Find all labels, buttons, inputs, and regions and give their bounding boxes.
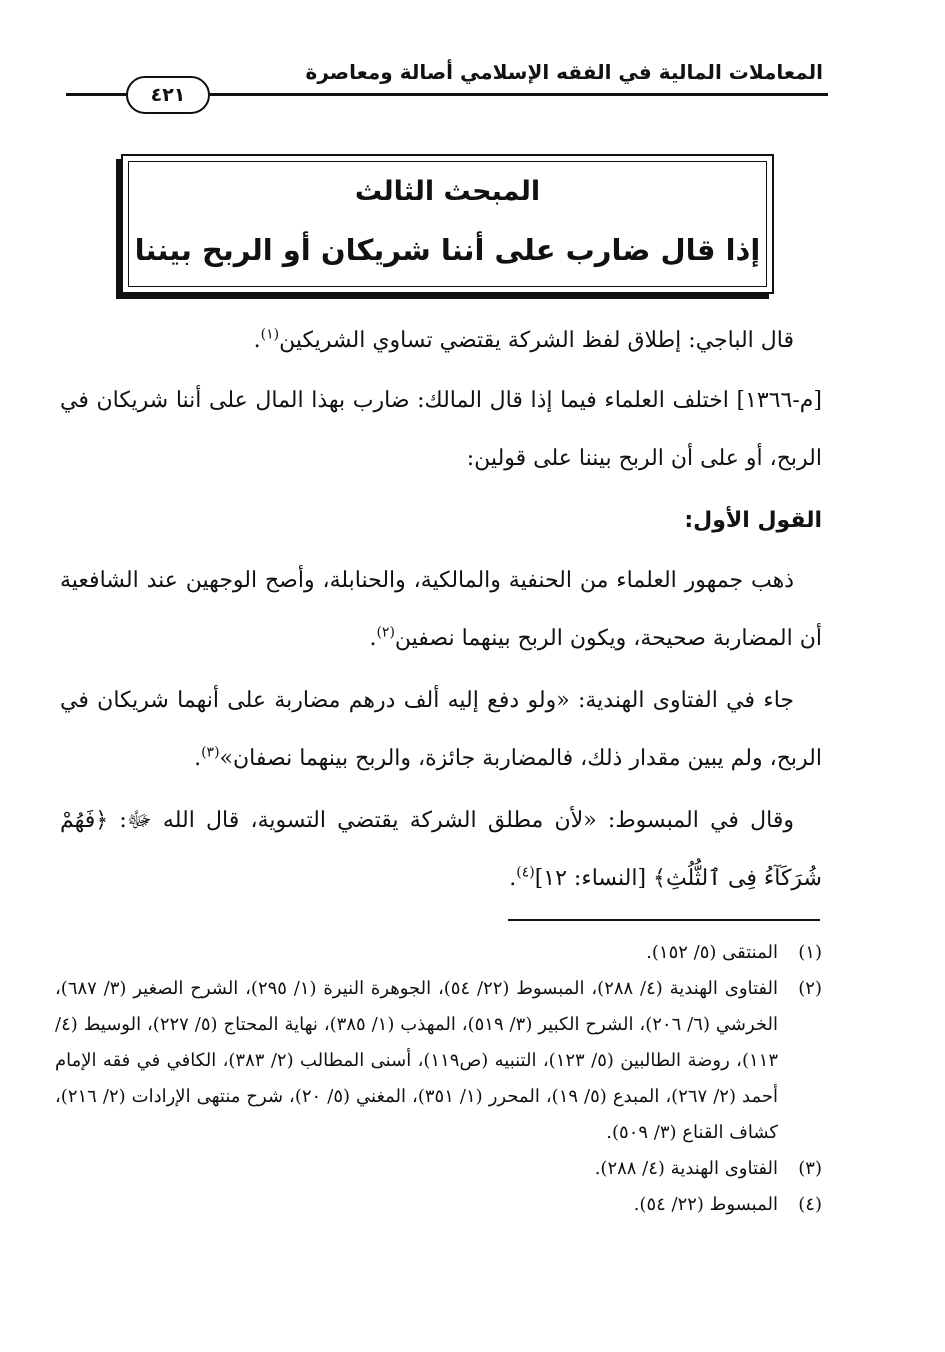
section-heading-box: [121, 154, 774, 294]
footnote-text: الفتاوى الهندية (٤/ ٢٨٨).: [594, 1158, 778, 1179]
footnote-text: الفتاوى الهندية (٤/ ٢٨٨)، المبسوط (٢٢/ ٥٤)، الجوهرة النيرة (١/ ٢٩٥)، الشرح الصغير (٣/ ٦٨٧)، الخرشي (٦/ ٢٠٦)، الشرح الكبير (٣/ ٥١٩)، المهذب (١/ ٣٨٥)، نهاية المحتاج (٥/ ٢٢٧)، الوسيط (٤/ ١١٣)، روضة الطالبين (٥/ ١٢٣)، التنبيه (ص١١٩)، أسنى المطالب (٢/ ٣٨٣)، الكافي في فقه الإمام أحمد (٢/ ٢٦٧)، المبدع (٥/ ١٩)، المحرر (١/ ٣٥١)، المغني (٥/ ٢٠)، شرح منتهى الإرادات (٢/ ٢١٦)، كشاف القناع (٣/ ٥٠٩).: [55, 978, 779, 1143]
footnote-number: (٢): [798, 978, 822, 999]
footnote-separator: [508, 919, 820, 921]
paragraph-end: .: [253, 328, 261, 353]
paragraph-end: .: [369, 626, 377, 651]
first-opinion-heading: القول الأول:: [684, 508, 822, 533]
footnote-ref: (٣): [201, 744, 220, 761]
paragraph-baji-quote: [60, 312, 822, 370]
footnote-item: [55, 971, 822, 1151]
paragraph-end: .: [194, 746, 202, 771]
footnote-item: [55, 1151, 822, 1187]
section-number: المبحث الثالث: [354, 176, 541, 207]
footnote-text: المنتقى (٥/ ١٥٢).: [646, 942, 778, 963]
footnote-ref: (١): [260, 326, 280, 343]
paragraph-text: قال الباجي: إطلاق لفظ الشركة يقتضي تساوي الشريكين: [279, 328, 794, 353]
paragraph-text: جاء في الفتاوى الهندية: «ولو دفع إليه ألف درهم مضاربة على أنهما شريكان في الربح، ولم يبين مقدار ذلك، فالمضاربة جائزة، والربح بينهما نصفان»: [60, 688, 822, 771]
footnote-item: [55, 935, 822, 971]
footnote-ref: (٢): [376, 624, 395, 641]
paragraph-text: وقال في المبسوط: «لأن مطلق الشركة يقتضي التسوية، قال الله ﷻ: ﴿فَهُمْ شُرَكَآءُ فِى ٱلثُّلُثِ﴾ [النساء: ١٢]: [60, 808, 822, 891]
paragraph-mabsut-quote: [60, 792, 822, 908]
paragraph-majority-view: [60, 552, 822, 668]
footnote-ref: (٤): [516, 864, 535, 881]
running-title: المعاملات المالية في الفقه الإسلامي أصالة ومعاصرة: [305, 60, 823, 84]
section-title: إذا قال ضارب على أننا شريكان أو الربح بيننا: [134, 233, 761, 267]
footnote-number: (١): [798, 942, 822, 963]
footnote-item: [55, 1187, 822, 1223]
paragraph-end: .: [509, 866, 517, 891]
footnote-number: (٣): [798, 1158, 822, 1179]
page-number: ٤٢١: [126, 76, 210, 114]
footnote-number: (٤): [798, 1194, 822, 1215]
paragraph-hindiyya-quote: [60, 672, 822, 788]
paragraph-text: ذهب جمهور العلماء من الحنفية والمالكية، والحنابلة، وأصح الوجهين عند الشافعية أن المضاربة صحيحة، ويكون الربح بينهما نصفين: [60, 568, 822, 651]
footnote-text: المبسوط (٢٢/ ٥٤).: [633, 1194, 778, 1215]
paragraph-issue-statement: [60, 372, 822, 488]
paragraph-text: [م-١٣٦٦] اختلف العلماء فيما إذا قال المالك: ضارب بهذا المال على أننا شريكان في الربح، أو على أن الربح بيننا على قولين:: [60, 388, 822, 471]
footnotes: [55, 935, 822, 1223]
